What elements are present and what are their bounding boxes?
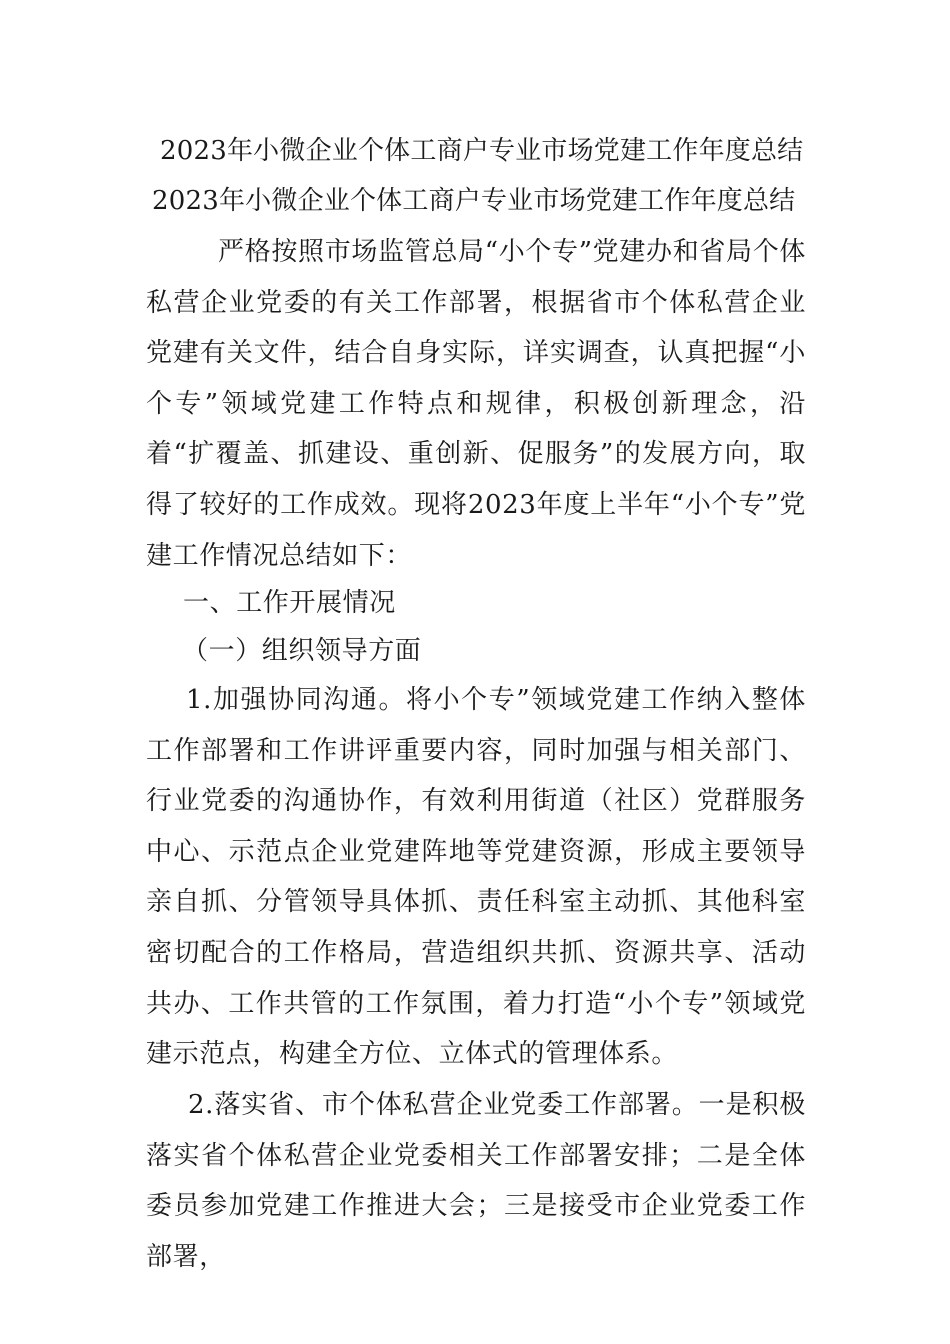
subsection-heading: （一）组织领导方面 (182, 636, 422, 666)
document-title-line-1: 2023年小微企业个体工商户专业市场党建工作年度总结 (160, 136, 804, 166)
item-2-paragraph: 2.落实省、市个体私营企业党委工作部署。一是积极落实省个体私营企业党委相关工作部署安排；二是全体委员参加党建工作推进大会；三是接受市企业党委工作部署， (146, 1090, 806, 1272)
section-heading: 一、工作开展情况 (183, 588, 396, 618)
intro-paragraph: 严格按照市场监管总局“小个专”党建办和省局个体私营企业党委的有关工作部署，根据省市个体私营企业党建有关文件，结合自身实际，详实调查，认真把握“小个专”领域党建工作特点和规律，积极创新理念，沿着“扩覆盖、抓建设、重创新、促服务”的发展方向，取得了较好的工作成效。现将2023年度上半年“小个专”党建工作情况总结如下： (146, 237, 806, 571)
item-1-paragraph: 1.加强协同沟通。将小个专”领域党建工作纳入整体工作部署和工作讲评重要内容，同时加强与相关部门、行业党委的沟通协作，有效利用街道（社区）党群服务中心、示范点企业党建阵地等党建资源，形成主要领导亲自抓、分管领导具体抓、责任科室主动抓、其他科室密切配合的工作格局，营造组织共抓、资源共享、活动共办、工作共管的工作氛围，着力打造“小个专”领域党建示范点，构建全方位、立体式的管理体系。 (146, 685, 806, 1070)
document-title-line-2: 2023年小微企业个体工商户专业市场党建工作年度总结 (152, 186, 796, 216)
